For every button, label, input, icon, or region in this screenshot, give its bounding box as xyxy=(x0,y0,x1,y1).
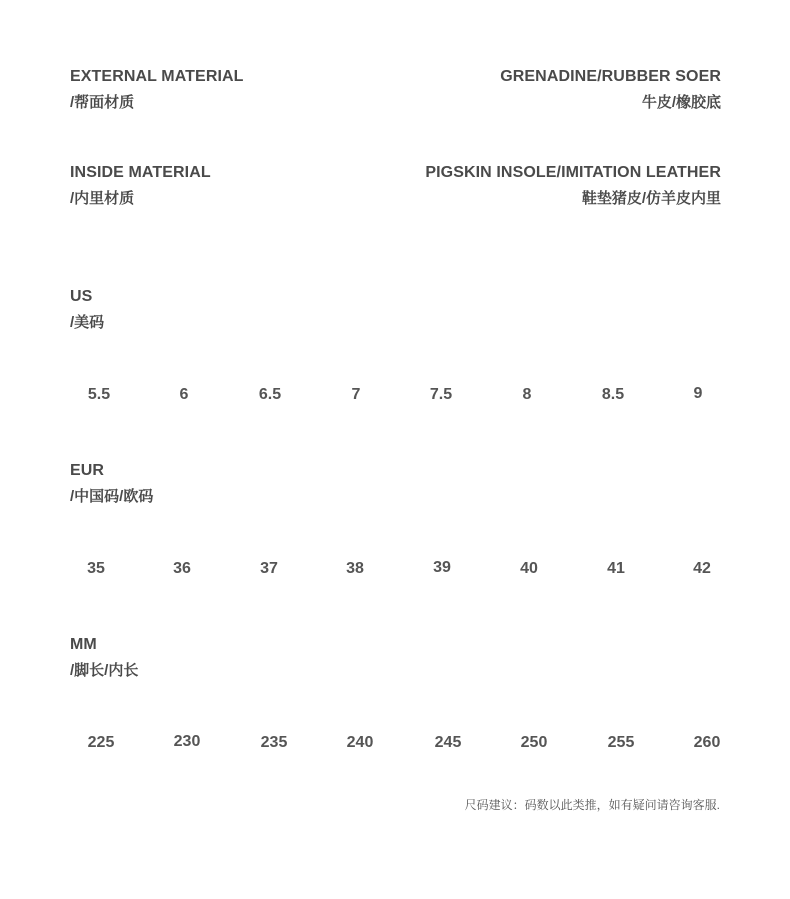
eur-size-value: 35 xyxy=(87,560,105,577)
external-material-value xyxy=(500,67,721,113)
us-size-value: 9 xyxy=(693,385,703,402)
mm-size-value: 260 xyxy=(693,734,721,751)
eur-size-value: 39 xyxy=(433,559,451,576)
us-size-value: 8.5 xyxy=(601,386,625,403)
external-material-row xyxy=(70,67,721,117)
eur-size-label-cn: /中国码/欧码 xyxy=(70,488,154,505)
external-material-label xyxy=(70,67,244,113)
us-size-values xyxy=(0,385,790,409)
us-size-value: 6.5 xyxy=(258,386,282,403)
mm-size-value: 255 xyxy=(607,734,635,751)
eur-size-value: 36 xyxy=(173,560,191,577)
inside-material-label-en: INSIDE MATERIAL xyxy=(70,164,211,181)
us-size-heading xyxy=(70,287,104,333)
us-size-value: 6 xyxy=(179,386,189,403)
us-size-label-cn: /美码 xyxy=(70,314,105,331)
us-size-value: 7 xyxy=(351,386,361,403)
mm-size-label-en: MM xyxy=(70,636,97,653)
eur-size-value: 38 xyxy=(346,560,364,577)
eur-size-heading xyxy=(70,461,153,507)
inside-material-row xyxy=(70,163,721,213)
mm-size-value: 230 xyxy=(173,733,201,750)
mm-size-value: 235 xyxy=(260,734,288,751)
external-material-value-cn: 牛皮/橡胶底 xyxy=(641,94,721,111)
external-material-label-en: EXTERNAL MATERIAL xyxy=(70,68,244,85)
eur-size-value: 40 xyxy=(520,560,538,577)
size-advice-note: 尺码建议：码数以此类推，如有疑问请咨询客服. xyxy=(464,798,720,812)
mm-size-label-cn: /脚长/内长 xyxy=(70,662,139,679)
inside-material-label xyxy=(70,163,211,209)
eur-size-value: 41 xyxy=(607,560,625,577)
mm-size-value: 250 xyxy=(520,734,548,751)
eur-size-label-en: EUR xyxy=(70,462,105,479)
us-size-value: 7.5 xyxy=(429,386,453,403)
eur-size-value: 42 xyxy=(693,560,711,577)
mm-size-values xyxy=(0,733,790,757)
eur-size-values xyxy=(0,559,790,583)
us-size-label-en: US xyxy=(70,288,93,305)
mm-size-value: 245 xyxy=(434,734,462,751)
mm-size-value: 240 xyxy=(346,734,374,751)
mm-size-value: 225 xyxy=(87,734,115,751)
us-size-value: 8 xyxy=(522,386,532,403)
inside-material-value xyxy=(425,163,721,209)
external-material-label-cn: /帮面材质 xyxy=(70,94,135,111)
inside-material-value-en: PIGSKIN INSOLE/IMITATION LEATHER xyxy=(425,164,721,181)
inside-material-value-cn: 鞋垫猪皮/仿羊皮内里 xyxy=(581,190,721,207)
inside-material-label-cn: /内里材质 xyxy=(70,190,135,207)
external-material-value-en: GRENADINE/RUBBER SOER xyxy=(500,68,721,85)
mm-size-heading xyxy=(70,635,138,681)
us-size-value: 5.5 xyxy=(87,386,111,403)
eur-size-value: 37 xyxy=(260,560,278,577)
